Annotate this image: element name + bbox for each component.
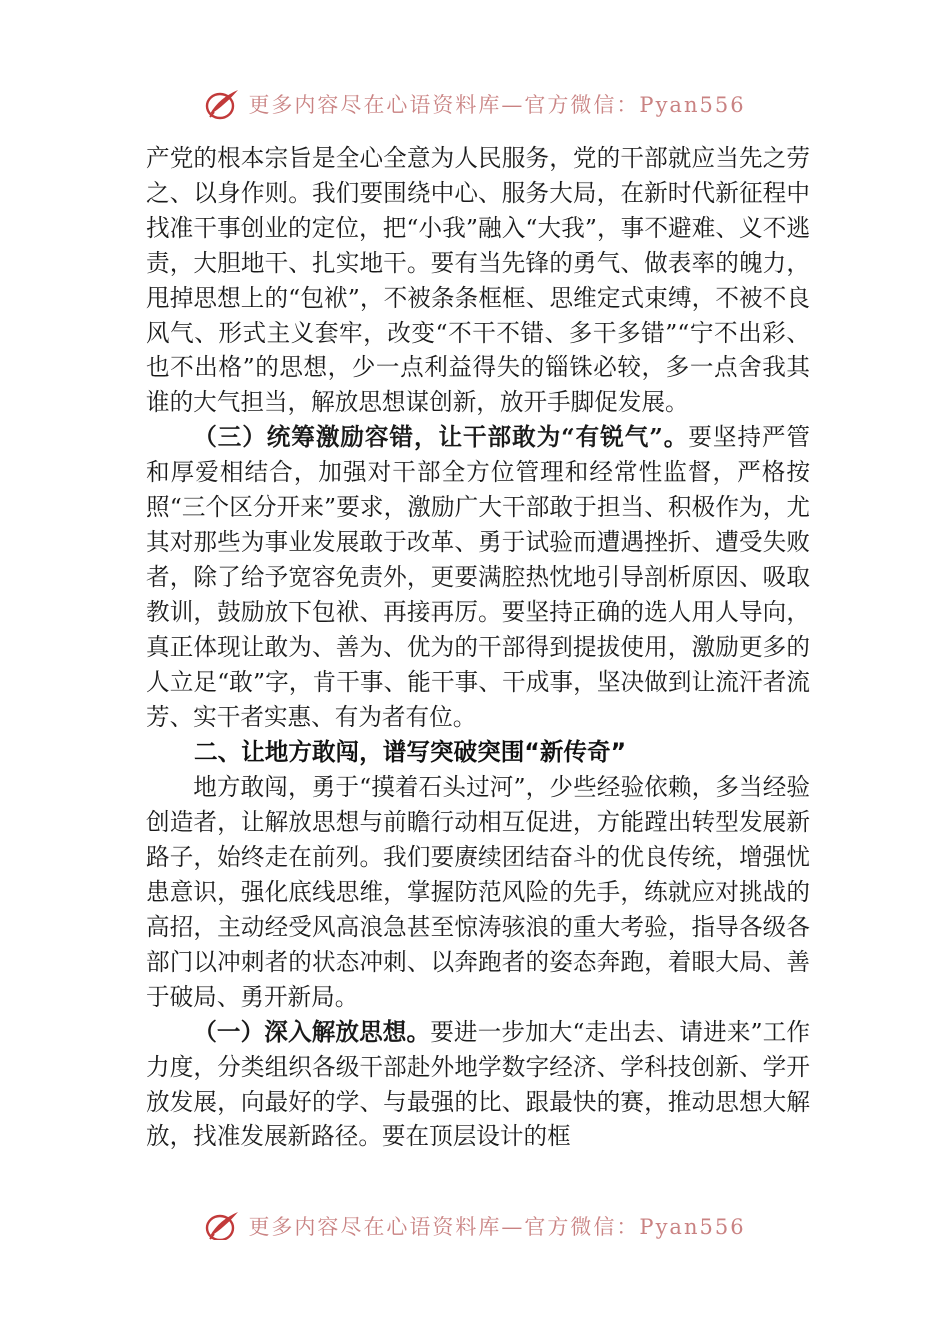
section-heading-2: 二、让地方敢闯，谱写突破突围“新传奇” [194,738,627,767]
quill-pen-logo-icon [204,1209,240,1240]
paragraph-4-text: 要进一步加大“走出去、请进来”工作力度，分类组织各级干部赴外地学数字经济、学科技创新、学开放发展，向最好的学、与最强的比、跟最快的赛，推动思想大解放，找准发展新路径。要在顶层设计的框 [146,1017,810,1151]
watermark-header [0,84,950,124]
watermark-text: 更多内容尽在心语资料库—官方微信：Pyan556 [248,1215,746,1239]
quill-pen-logo-icon [204,87,240,121]
subsection-title-1: （一）深入解放思想。 [193,1017,431,1046]
paragraph-2-text: 要坚持严管和厚爱相结合，加强对干部全方位管理和经常性监督，严格按照“三个区分开来”要求，激励广大干部敢于担当、积极作为，尤其对那些为事业发展敢于改革、勇于试验而遭遇挫折、遭受失败者，除了给予宽容免责外，更要满腔热忱地引导剖析原因、吸取教训，鼓励放下包袱、再接再厉。要坚持正确的选人用人导向，真正体现让敢为、善为、优为的干部得到提拔使用，激励更多的人立足“敢”字，肯干事、能干事、干成事，坚决做到让流汗者流芳、实干者实惠、有为者有位。 [146,423,811,731]
subsection-title-3: （三）统筹激励容错，让干部敢为“有锐气”。 [193,423,689,452]
paragraph-2 [146,420,810,734]
watermark-text: 更多内容尽在心语资料库—官方微信：Pyan556 [248,93,746,117]
paragraph-1: 产党的根本宗旨是全心全意为人民服务，党的干部就应当先之劳之、以身作则。我们要围绕中心、服务大局，在新时代新征程中找准干事创业的定位，把“小我”融入“大我”，事不避难、义不逃责，大胆地干、扎实地干。要有当先锋的勇气、做表率的魄力，甩掉思想上的“包袱”，不被条条框框、思维定式束缚，不被不良风气、形式主义套牢，改变“不干不错、多干多错”“宁不出彩、也不出格”的思想，少一点利益得失的锱铢必较，多一点舍我其谁的大气担当，解放思想谋创新，放开手脚促发展。 [146,144,810,417]
paragraph-3: 地方敢闯，勇于“摸着石头过河”，少些经验依赖，多当经验创造者，让解放思想与前瞻行动相互促进，方能蹚出转型发展新路子，始终走在前列。我们要赓续团结奋斗的优良传统，增强忧患意识，强化底线思维，掌握防范风险的先手，练就应对挑战的高招，主动经受风高浪急甚至惊涛骇浪的重大考验，指导各级各部门以冲刺者的状态冲刺、以奔跑者的姿态奔跑，着眼大局、善于破局、勇开新局。 [146,773,810,1011]
paragraph-4 [146,1015,810,1155]
watermark-footer [0,1204,950,1240]
document-body [146,141,810,1154]
